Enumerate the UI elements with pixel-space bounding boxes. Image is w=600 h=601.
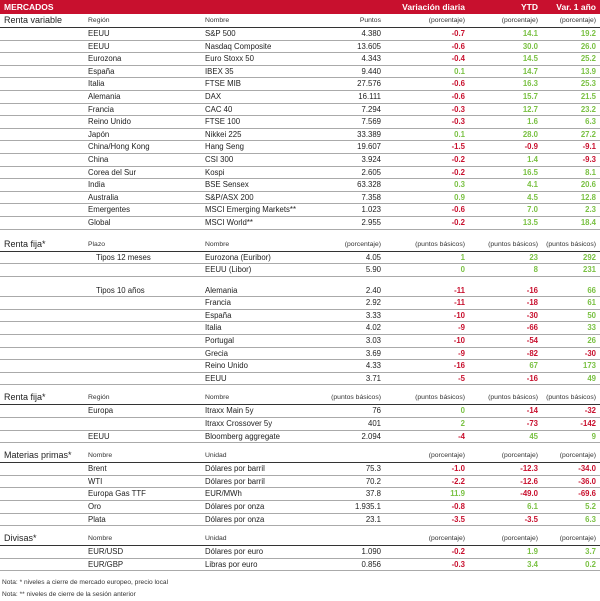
column-header: (porcentaje) [501, 17, 538, 24]
table-cell: 3.69 [365, 348, 381, 358]
table-cell: 1.023 [361, 205, 381, 215]
table-cell: MSCI World** [205, 217, 253, 227]
column-header: (puntos básicos) [415, 394, 465, 402]
table-cell: -36.0 [578, 476, 596, 486]
column-header: Nombre [88, 535, 113, 543]
table-cell: 0.2 [585, 559, 596, 569]
table-cell: Dólares por onza [205, 502, 265, 511]
markets-header [0, 0, 600, 14]
table-cell: 0.3 [454, 180, 465, 190]
table-cell: CAC 40 [205, 104, 233, 114]
table-cell: 0.1 [454, 129, 465, 139]
table-row [0, 204, 600, 217]
table-cell: 2.3 [585, 205, 596, 215]
table-row [0, 217, 600, 230]
table-cell: -0.6 [451, 91, 465, 101]
table-cell: 0 [460, 265, 465, 275]
section-title: Divisas* [4, 533, 37, 544]
table-cell: 231 [582, 265, 596, 275]
column-header: (porcentaje) [501, 535, 538, 543]
table-cell: -4 [458, 431, 465, 441]
section-title: Materias primas* [4, 450, 72, 461]
table-cell: Hang Seng [205, 142, 245, 152]
table-cell: 8 [533, 265, 538, 275]
table-cell: 0 [460, 406, 465, 416]
footnote: Nota: * niveles a cierre de mercado europeo, precio local [2, 579, 169, 587]
table-cell: FTSE 100 [205, 117, 241, 127]
markets-title: MERCADOS [4, 2, 54, 12]
table-cell: 33.389 [357, 129, 381, 139]
table-cell: 13.9 [580, 66, 596, 76]
table-cell: 70.2 [365, 476, 381, 486]
table-cell: -16 [526, 285, 538, 295]
table-row [0, 129, 600, 142]
table-cell: -0.6 [451, 41, 465, 51]
table-cell: 8.1 [585, 167, 596, 177]
table-cell: 16.3 [522, 79, 538, 89]
table-cell: 67 [529, 361, 538, 371]
table-row [0, 264, 600, 277]
table-cell: BSE Sensex [205, 180, 249, 190]
table-cell: 33 [587, 323, 596, 333]
table-cell: Emergentes [88, 205, 131, 215]
column-header: Unidad [205, 535, 227, 543]
table-cell: 16.111 [358, 91, 381, 101]
table-cell: 23 [529, 252, 538, 262]
table-cell: -0.3 [451, 117, 465, 127]
table-cell: Kospi [205, 167, 225, 177]
section-title: Renta variable [4, 15, 63, 25]
table-cell: España [205, 310, 232, 320]
column-header: (puntos básicos) [488, 394, 538, 402]
table-cell: 27.2 [580, 129, 596, 139]
column-header: Unidad [205, 452, 227, 460]
table-row [0, 431, 600, 444]
table-cell: 20.6 [580, 180, 596, 190]
table-cell: Reino Unido [205, 361, 248, 371]
table-cell: -34.0 [578, 464, 596, 474]
column-header: (puntos básicos) [546, 240, 596, 248]
table-cell: Dólares por barril [205, 476, 265, 486]
table-row [0, 252, 600, 265]
table-cell: EEUU [88, 431, 110, 441]
table-cell: 173 [582, 361, 596, 371]
table-cell: -12.6 [520, 476, 538, 486]
table-cell: Dólares por onza [205, 514, 265, 524]
table-cell: 1.935.1 [354, 502, 381, 511]
table-row [0, 463, 600, 476]
table-cell: -142 [580, 419, 596, 429]
table-row [0, 405, 600, 418]
table-cell: 76 [372, 406, 381, 416]
table-cell: 3.33 [365, 310, 381, 320]
column-header: Nombre [205, 17, 230, 24]
table-row [0, 297, 600, 310]
table-row [0, 348, 600, 361]
table-cell: -73 [526, 419, 538, 429]
table-cell: 0.9 [454, 192, 465, 202]
table-cell: 50 [587, 310, 596, 320]
table-cell: 292 [582, 252, 596, 262]
footnote: Nota: ** niveles de cierre de la sesión anterior [2, 591, 136, 599]
table-cell: 4.02 [365, 323, 381, 333]
table-cell: -9.3 [582, 154, 596, 164]
table-cell: -54 [526, 336, 538, 346]
table-cell: Itraxx Crossover 5y [205, 419, 273, 429]
table-cell: S&P 500 [205, 29, 236, 38]
table-row [0, 373, 600, 386]
commodities-table [0, 463, 600, 526]
table-cell: -0.2 [451, 217, 465, 227]
table-cell: España [88, 66, 115, 76]
table-cell: 1.090 [361, 547, 381, 557]
table-cell: Global [88, 217, 111, 227]
table-row [0, 141, 600, 154]
table-cell: 7.358 [361, 192, 381, 202]
column-header: (puntos básicos) [415, 240, 465, 248]
table-cell: Oro [88, 502, 101, 511]
column-header: (puntos básicos) [331, 394, 381, 402]
table-cell: -5 [458, 373, 465, 383]
table-cell: 4.33 [365, 361, 381, 371]
table-cell: 4.343 [361, 54, 381, 64]
one-year-header: Var. 1 año [556, 2, 596, 12]
table-cell: -18 [526, 298, 538, 308]
table-cell: 23.1 [365, 514, 381, 524]
table-row [0, 310, 600, 323]
table-cell: 26.0 [580, 41, 596, 51]
table-row [0, 78, 600, 91]
table-cell: -0.7 [451, 29, 465, 38]
commodities-header [0, 449, 600, 463]
table-cell: -30 [526, 310, 538, 320]
table-cell: EUR/USD [88, 547, 124, 557]
daily-change-header: Variación diaria [402, 2, 465, 12]
table-cell: -1.5 [451, 142, 465, 152]
table-cell: -0.8 [451, 502, 465, 511]
table-cell: -9 [458, 323, 465, 333]
table-cell: 49 [587, 373, 596, 383]
table-cell: -0.3 [451, 104, 465, 114]
table-cell: 63.328 [357, 180, 381, 190]
column-header: Puntos [359, 17, 381, 24]
table-cell: Eurozona [88, 54, 122, 64]
table-cell: -10 [453, 336, 465, 346]
table-cell: -0.2 [451, 154, 465, 164]
table-cell: 3.7 [585, 547, 596, 557]
table-cell: 19.2 [580, 29, 596, 38]
table-cell: 5.90 [365, 265, 381, 275]
column-header: Nombre [88, 452, 113, 460]
table-cell: 1.4 [527, 154, 538, 164]
column-header: (porcentaje) [559, 452, 596, 460]
table-cell: 14.7 [522, 66, 538, 76]
table-cell: EEUU [205, 373, 227, 383]
table-cell: 0.1 [454, 66, 465, 76]
table-cell: 2.92 [365, 298, 381, 308]
table-cell: China/Hong Kong [88, 142, 150, 152]
table-cell: 7.0 [527, 205, 538, 215]
table-row [0, 167, 600, 180]
column-header: (puntos básicos) [488, 240, 538, 248]
table-cell: -14 [526, 406, 538, 416]
table-row [0, 66, 600, 79]
column-header: (porcentaje) [428, 17, 465, 24]
section-title: Renta fija* [4, 238, 46, 249]
table-cell: S&P/ASX 200 [205, 192, 254, 202]
table-cell: -0.2 [451, 167, 465, 177]
table-cell: Japón [88, 129, 110, 139]
table-cell: China [88, 154, 109, 164]
table-cell: 23.2 [580, 104, 596, 114]
table-row [0, 546, 600, 559]
table-cell: 2 [460, 419, 465, 429]
column-header: (puntos básicos) [546, 394, 596, 402]
equities-section-header [0, 14, 600, 28]
table-cell: FTSE MIB [205, 79, 241, 89]
table-cell: Alemania [205, 285, 238, 295]
table-cell: 4.380 [361, 29, 381, 38]
table-cell: 15.7 [522, 91, 538, 101]
ytd-header: YTD [521, 2, 538, 12]
equities-table [0, 28, 600, 230]
table-cell: -9 [458, 348, 465, 358]
table-cell: Italia [205, 323, 222, 333]
column-header: (porcentaje) [428, 535, 465, 543]
table-cell: Francia [205, 298, 231, 308]
table-row [0, 559, 600, 572]
table-cell: 401 [367, 419, 381, 429]
table-row [0, 285, 600, 298]
table-cell: Nasdaq Composite [205, 41, 272, 51]
table-cell: IBEX 35 [205, 66, 234, 76]
table-cell: 7.569 [361, 117, 381, 127]
table-row [0, 116, 600, 129]
table-cell: EEUU (Libor) [205, 265, 252, 275]
table-row [0, 322, 600, 335]
currencies-header [0, 532, 600, 546]
table-cell: 4.05 [365, 252, 381, 262]
table-cell: WTI [88, 476, 103, 486]
table-cell: 6.3 [585, 117, 596, 127]
table-cell: 9.440 [361, 66, 381, 76]
table-cell: 75.3 [365, 464, 381, 474]
table-cell: EUR/MWh [205, 489, 242, 499]
table-cell: -16 [453, 361, 465, 371]
table-cell: 61 [587, 298, 596, 308]
table-cell: 4.5 [527, 192, 538, 202]
table-cell: 1 [460, 252, 465, 262]
table-row [0, 335, 600, 348]
table-row [0, 501, 600, 514]
table-cell: Italia [88, 79, 105, 89]
table-row [0, 418, 600, 431]
table-cell: Dólares por euro [205, 547, 264, 557]
table-cell: Plata [88, 514, 106, 524]
table-row [0, 53, 600, 66]
table-cell: 25.2 [580, 54, 596, 64]
credit-table [0, 405, 600, 443]
table-cell: -11 [454, 298, 465, 308]
table-cell: -3.5 [451, 514, 465, 524]
table-cell: -0.6 [451, 205, 465, 215]
table-cell: EEUU [88, 29, 110, 38]
table-cell: -30 [584, 348, 596, 358]
table-cell: 5.2 [585, 502, 596, 511]
table-cell: 6.3 [585, 514, 596, 524]
table-cell: EUR/GBP [88, 559, 124, 569]
column-header: Nombre [205, 240, 230, 248]
column-header: Región [88, 394, 110, 402]
table-cell: Europa Gas TTF [88, 489, 146, 499]
table-cell: 14.1 [522, 29, 538, 38]
table-cell: 2.955 [361, 217, 381, 227]
table-cell: Corea del Sur [88, 167, 137, 177]
table-cell: 3.03 [365, 336, 381, 346]
table-cell: 27.576 [357, 79, 381, 89]
table-cell: -69.6 [578, 489, 596, 499]
column-header: Plazo [88, 240, 106, 248]
footnotes [0, 577, 600, 601]
table-cell: -3.5 [524, 514, 538, 524]
table-cell: Reino Unido [88, 117, 131, 127]
table-cell: -49.0 [520, 489, 538, 499]
table-cell: 25.3 [580, 79, 596, 89]
table-cell: -16 [526, 373, 538, 383]
column-header: (porcentaje) [428, 452, 465, 460]
table-row [0, 154, 600, 167]
table-cell: -66 [526, 323, 538, 333]
table-cell: 2.605 [361, 167, 381, 177]
table-cell: 3.924 [361, 154, 381, 164]
table-cell: CSI 300 [205, 154, 234, 164]
table-cell: -2.2 [451, 476, 465, 486]
table-cell: 1.6 [527, 117, 538, 127]
table-cell: MSCI Emerging Markets** [205, 205, 296, 215]
table-row [0, 488, 600, 501]
table-cell: 16.5 [522, 167, 538, 177]
table-cell: Eurozona (Euribor) [205, 252, 271, 262]
table-cell: -0.3 [451, 559, 465, 569]
fixed-income-rates-header [0, 238, 600, 252]
column-header: (porcentaje) [501, 452, 538, 460]
table-cell: 21.5 [580, 91, 596, 101]
table-cell: Brent [88, 464, 107, 474]
table-cell: 12.8 [580, 192, 596, 202]
table-row [0, 476, 600, 489]
table-cell: 13.5 [522, 217, 538, 227]
table-row [0, 104, 600, 117]
table-cell: 26 [587, 336, 596, 346]
rates-table [0, 252, 600, 386]
table-cell: -1.0 [451, 464, 465, 474]
table-cell: 14.5 [522, 54, 538, 64]
table-cell: Itraxx Main 5y [205, 406, 254, 416]
table-cell: 19.607 [357, 142, 381, 152]
table-cell: -0.6 [451, 79, 465, 89]
table-row [0, 91, 600, 104]
table-cell: 3.71 [365, 373, 381, 383]
table-cell: 37.8 [365, 489, 381, 499]
table-cell: Nikkei 225 [205, 129, 242, 139]
table-cell: Euro Stoxx 50 [205, 54, 254, 64]
table-cell: India [88, 180, 105, 190]
table-cell: DAX [205, 91, 222, 101]
table-cell: 28.0 [522, 129, 538, 139]
table-cell: 45 [529, 431, 538, 441]
table-row [0, 514, 600, 527]
table-cell: -32 [584, 406, 596, 416]
table-row [0, 192, 600, 205]
table-cell: -11 [454, 285, 465, 295]
table-cell: 2.40 [365, 285, 381, 295]
table-row [0, 179, 600, 192]
table-cell: Dólares por barril [205, 464, 265, 474]
table-cell: 7.294 [361, 104, 381, 114]
table-cell: 18.4 [580, 217, 596, 227]
table-cell: 12.7 [522, 104, 538, 114]
currencies-table [0, 546, 600, 571]
table-cell: Bloomberg aggregate [205, 431, 280, 441]
table-cell: 30.0 [522, 41, 538, 51]
table-cell: 9 [591, 431, 596, 441]
table-cell: 3.4 [527, 559, 538, 569]
table-cell: EEUU [88, 41, 110, 51]
table-cell: 13.605 [357, 41, 381, 51]
table-cell: Tipos 10 años [96, 285, 145, 295]
table-cell: 4.1 [527, 180, 538, 190]
column-header: Nombre [205, 394, 230, 402]
table-cell: 2.094 [361, 431, 381, 441]
section-title: Renta fija* [4, 392, 46, 403]
table-cell: Francia [88, 104, 114, 114]
table-cell: -9.1 [582, 142, 596, 152]
table-cell: Europa [88, 406, 114, 416]
table-cell: Alemania [88, 91, 121, 101]
table-cell: -82 [526, 348, 538, 358]
table-cell: -0.2 [451, 547, 465, 557]
column-header: Región [88, 17, 110, 24]
table-cell: 6.1 [527, 502, 538, 511]
column-header: (porcentaje) [344, 240, 381, 248]
table-cell: -0.4 [451, 54, 465, 64]
column-header: (porcentaje) [559, 17, 596, 24]
table-cell: 0.856 [361, 559, 381, 569]
table-row [0, 41, 600, 54]
table-cell: 66 [587, 285, 596, 295]
table-cell: 11.9 [450, 489, 465, 499]
table-cell: -10 [453, 310, 465, 320]
table-cell: Australia [88, 192, 119, 202]
table-cell: -0.9 [524, 142, 538, 152]
table-cell: Grecia [205, 348, 228, 358]
table-cell: Tipos 12 meses [96, 252, 151, 262]
table-cell: Portugal [205, 336, 235, 346]
table-row [0, 28, 600, 41]
fixed-income-credit-header [0, 391, 600, 405]
column-header: (porcentaje) [559, 535, 596, 543]
table-cell: 1.9 [527, 547, 538, 557]
table-cell: -12.3 [520, 464, 538, 474]
table-cell: Libras por euro [205, 559, 258, 569]
table-row [0, 360, 600, 373]
